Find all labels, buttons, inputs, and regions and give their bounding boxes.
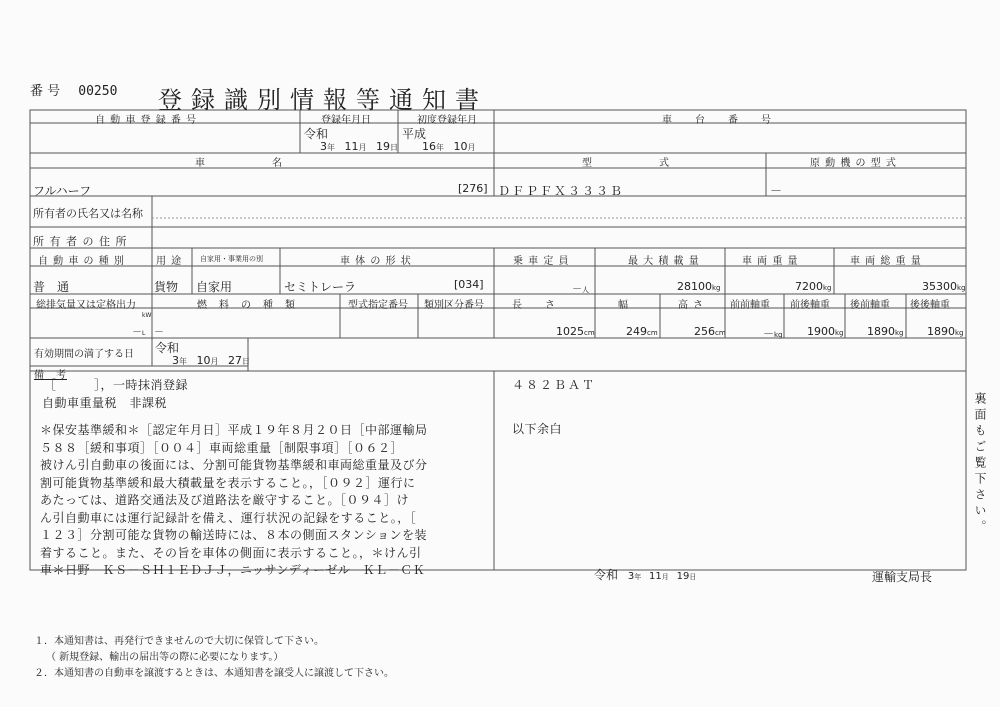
- remarks-line: 着すること。また、その旨を車体の側面に表示すること。，＊けん引: [40, 545, 422, 560]
- label-kind: 自 動 車 の 種 別: [38, 256, 125, 267]
- label-class-designation: 類別区分番号: [424, 300, 484, 311]
- private-biz: 自家用: [196, 280, 233, 294]
- body-shape: セミトレーラ: [284, 280, 357, 294]
- height: 256cm: [694, 325, 726, 338]
- remarks-left: [40, 377, 428, 580]
- rf-axle: 1890kg: [867, 325, 904, 338]
- unit-kw: kW: [142, 312, 152, 319]
- label-rr-axle: 後後軸重: [910, 300, 950, 311]
- width: 249cm: [626, 325, 658, 338]
- kind: 普 通: [33, 280, 70, 294]
- max-load: 28100kg: [677, 280, 721, 293]
- label-first-reg: 初度登録年月: [417, 115, 477, 126]
- use: 貨物: [154, 280, 179, 294]
- model: ＤＦＰＦＸ３３３Ｂ: [498, 184, 625, 198]
- label-engine-model: 原 動 機 の 型 式: [810, 158, 897, 169]
- label-expiry: 有効期間の満了する日: [34, 349, 134, 360]
- remarks-end: 以下余白: [512, 422, 563, 436]
- document-number: [30, 80, 117, 99]
- label-fr-axle: 前後軸重: [790, 300, 830, 311]
- note-2: ２．本通知書の自動車を譲渡するときは、本通知書を譲受人に譲渡して下さい。: [34, 668, 394, 679]
- remarks-line: ［ ］，一時抹消登録: [44, 378, 189, 392]
- label-owner-address: 所 有 者 の 住 所: [33, 235, 128, 248]
- label-body-shape: 車 体 の 形 状: [340, 256, 412, 267]
- label-fuel: 燃 料 の 種 類: [197, 300, 296, 311]
- body-code: [034]: [454, 278, 484, 291]
- expiry-date: 3年 10月 27日: [172, 354, 250, 367]
- remarks-code: ４８２ＢＡＴ: [512, 378, 597, 392]
- label-max-load: 最 大 積 載 量: [628, 256, 700, 267]
- remarks-line: あたっては、道路交通法及び道路法を厳守すること。［０９４］け: [40, 493, 410, 507]
- label-ff-axle: 前前軸重: [730, 300, 770, 311]
- capacity: －人: [572, 284, 589, 295]
- fuel: －: [154, 327, 164, 338]
- fr-axle: 1900kg: [807, 325, 844, 338]
- first-era: 平成: [402, 127, 427, 141]
- label-displacement: 総排気量又は定格出力: [36, 300, 136, 311]
- first-reg-date: 16年 10月: [422, 140, 476, 153]
- label-owner-name: 所有者の氏名又は名称: [33, 207, 143, 220]
- expiry-era: 令和: [155, 341, 180, 355]
- remarks-line: 車＊日野 ＫＳ－ＳＨ１ＥＤＪＪ，ニッサンディーゼル ＫＬ－ＣＫ: [40, 563, 426, 577]
- remarks-line: ん引自動車には運行記録計を備え、運行状況の記録をすること。，［: [40, 510, 417, 525]
- label-reg-no: 自 動 車 登 録 番 号: [95, 115, 198, 126]
- label-private-biz: 自家用・事業用の別: [200, 255, 263, 263]
- label-use: 用 途: [156, 256, 183, 267]
- remarks-line: ５８８［緩和事項］［００４］車両総重量［制限事項］［０６２］: [40, 440, 404, 455]
- remarks-line: [44, 412, 428, 422]
- label-capacity: 乗 車 定 員: [513, 256, 570, 267]
- remarks-line: 自動車重量税 非課税: [42, 395, 168, 410]
- displacement: －L: [132, 327, 146, 338]
- remarks-line: 割可能貨物基準緩和最大積載量を表示すること。，［０９２］運行に: [40, 475, 416, 490]
- vehicle-weight: 7200kg: [795, 280, 832, 293]
- length: 1025cm: [556, 325, 595, 338]
- label-chassis-no: 車 台 番 号: [662, 115, 772, 126]
- label-rf-axle: 後前軸重: [850, 300, 890, 311]
- label-height: 高 さ: [678, 300, 705, 311]
- side-note: 裏面もご覧下さい。: [973, 392, 987, 536]
- gross-weight: 35300kg: [922, 280, 966, 293]
- label-length: 長 さ: [512, 300, 556, 311]
- label-gross-weight: 車 両 総 重 量: [850, 256, 922, 267]
- label-model: 型 式: [582, 158, 670, 169]
- car-code: [276]: [458, 182, 488, 195]
- issue-date: 令和 3年 11月 19日: [594, 568, 697, 582]
- note-1-sub: （ 新規登録、輸出の届出等の際に必要になります。）: [46, 652, 284, 663]
- issuing-office: 運輸支局長: [872, 570, 933, 584]
- document-title: 登録識別情報等通知書: [158, 86, 488, 114]
- label-vehicle-weight: 車 両 重 量: [742, 256, 799, 267]
- rr-axle: 1890kg: [927, 325, 964, 338]
- car-name: フルハーフ: [33, 184, 92, 198]
- remarks-line: ＊保安基準緩和＊［認定年月日］平成１９年８月２０日［中部運輸局: [40, 423, 428, 437]
- label-width: 幅: [618, 300, 629, 311]
- label-reg-date: 登録年月日: [321, 115, 371, 126]
- engine-model: －: [770, 184, 783, 198]
- remarks-line: １２３］分割可能な貨物の輸送時には、８本の側面スタンションを装: [40, 528, 427, 542]
- number-value: 00250: [78, 84, 118, 99]
- ff-axle: －kg: [763, 327, 783, 340]
- footer-notes: [34, 634, 394, 682]
- label-type-designation: 型式指定番号: [348, 300, 408, 311]
- label-car-name: 車 名: [195, 158, 283, 169]
- note-1: １．本通知書は、再発行できませんので大切に保管して下さい。: [34, 636, 324, 647]
- reg-date: 3年 11月 19日: [320, 140, 398, 153]
- reg-era: 令和: [304, 127, 329, 141]
- remarks-line: 被けん引自動車の後面には、分割可能貨物基準緩和車両総重量及び分: [40, 458, 428, 472]
- label-remarks: 備 考: [34, 370, 67, 381]
- number-label: 番 号: [30, 84, 61, 99]
